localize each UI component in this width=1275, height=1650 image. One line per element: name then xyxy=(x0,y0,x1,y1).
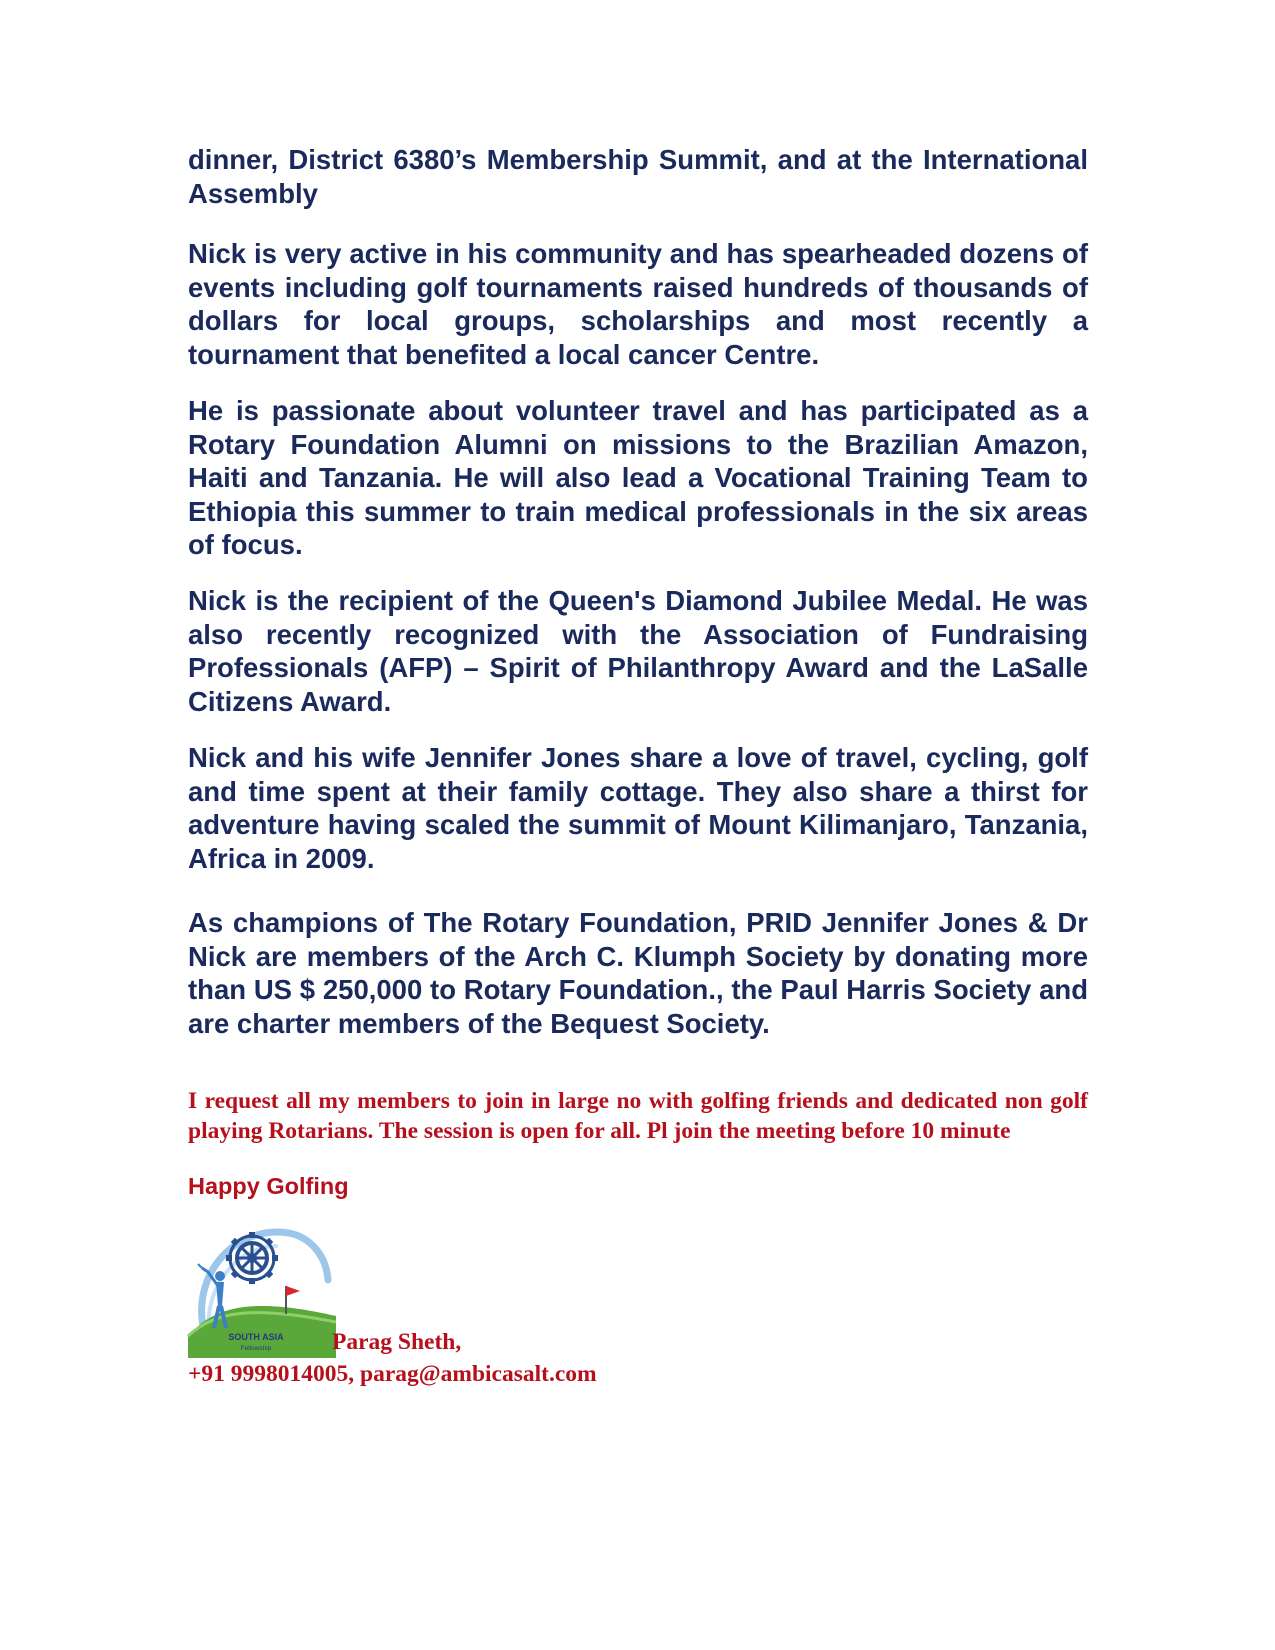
paragraph-summit: dinner, District 6380’s Membership Summit, and at the International Assembly xyxy=(188,144,1088,209)
signature-name: Parag Sheth, xyxy=(332,1329,462,1355)
paragraph-volunteer-travel: He is passionate about volunteer travel and has participated as a Rotary Foundation Alumni on missions to the Brazilian Amazon, Haiti and Tanzania. He will also lead a Vocational Training Team to Ethiopia this summer to train medical professionals in the six areas of focus. xyxy=(188,395,1088,560)
paragraph-community: Nick is very active in his community and has spearheaded dozens of events including golf tournaments raised hundreds of thousands of dollars for local groups, scholarships and most recently a tournament that benefited a local cancer Centre. xyxy=(188,238,1088,370)
logo-text-fellowship: Fellowship xyxy=(240,1345,272,1352)
paragraph-awards: Nick is the recipient of the Queen's Diamond Jubilee Medal. He was also recently recognized with the Association of Fundraising Professionals (AFP) – Spirit of Philanthropy Award and the LaSalle Citizens Award. xyxy=(188,585,1088,717)
paragraph-family: Nick and his wife Jennifer Jones share a love of travel, cycling, golf and time spent at their family cottage. They also share a thirst for adventure having scaled the summit of Mount Kilimanjaro, Tanzania, Africa in 2009. xyxy=(188,742,1088,874)
closing-greeting: Happy Golfing xyxy=(188,1173,349,1199)
logo-text-region: SOUTH ASIA xyxy=(228,1332,284,1342)
meeting-request: I request all my members to join in large no with golfing friends and dedicated non golf playing Rotarians. The session is open for all. Pl join the meeting before 10 minute xyxy=(188,1088,1088,1144)
signature-contact: +91 9998014005, parag@ambicasalt.com xyxy=(188,1361,597,1387)
fellowship-logo xyxy=(186,1218,338,1358)
rotary-golf-fellowship-logo-icon xyxy=(186,1218,338,1358)
paragraph-foundation: As champions of The Rotary Foundation, PRID Jennifer Jones & Dr Nick are members of the Arch C. Klumph Society by donating more than US $ 250,000 to Rotary Foundation., the Paul Harris Society and are charter members of the Bequest Society. xyxy=(188,907,1088,1039)
